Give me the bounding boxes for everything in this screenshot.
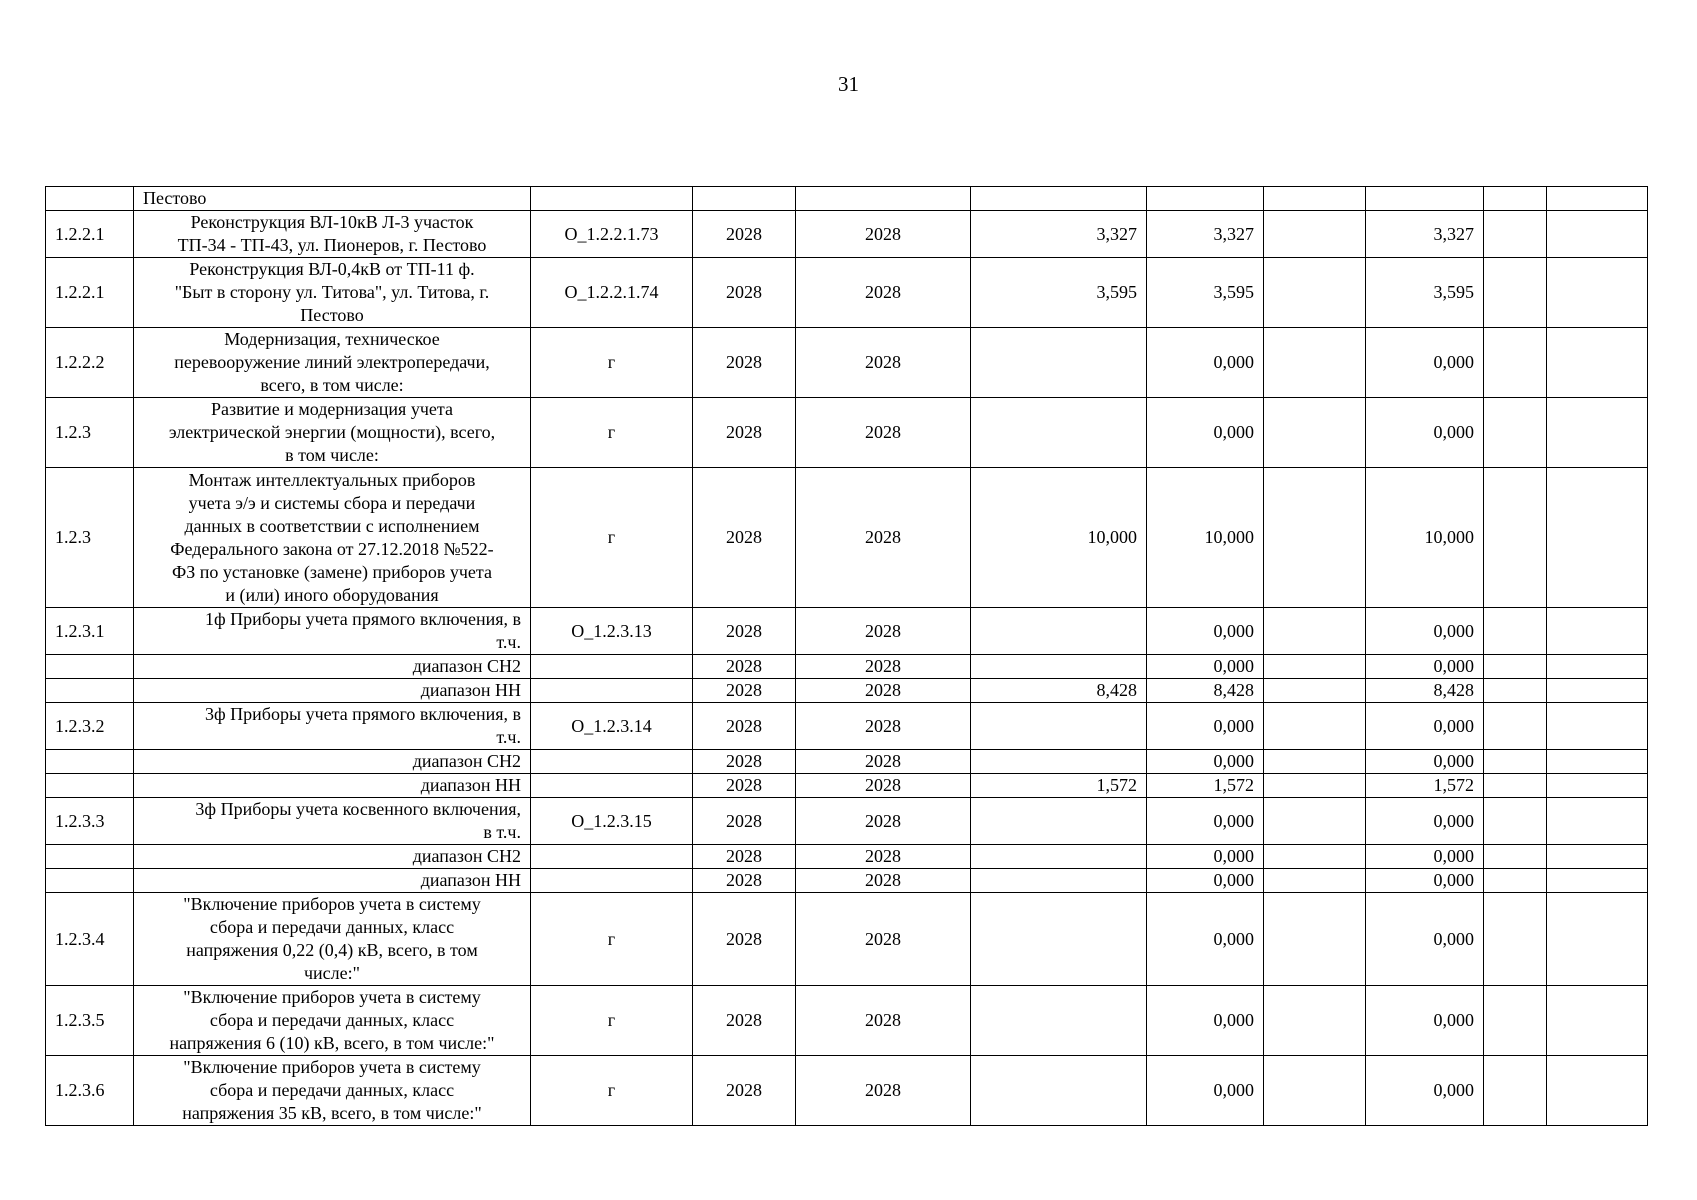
row-year-end: 2028 (796, 211, 971, 258)
row-year-end: 2028 (796, 750, 971, 774)
row-name-line: Модернизация, техническое (224, 329, 440, 349)
row-year-start: 2028 (693, 211, 796, 258)
row-name (134, 986, 531, 1056)
row-value-1 (971, 986, 1147, 1056)
row-name (134, 679, 531, 703)
row-number: 1.2.2.1 (46, 211, 134, 258)
row-value-5 (1484, 655, 1547, 679)
row-name (134, 468, 531, 608)
row-value-6 (1547, 258, 1648, 328)
row-name (134, 398, 531, 468)
row-year-end: 2028 (796, 845, 971, 869)
row-year-start (693, 187, 796, 211)
row-name-line: напряжения 35 кВ, всего, в том числе:" (182, 1103, 482, 1123)
row-year-start: 2028 (693, 655, 796, 679)
row-value-1 (971, 187, 1147, 211)
row-number (46, 845, 134, 869)
row-year-start: 2028 (693, 750, 796, 774)
row-value-2: 0,000 (1147, 1056, 1264, 1126)
row-value-1: 3,595 (971, 258, 1147, 328)
row-name-line: в том числе: (285, 445, 379, 465)
row-year-start: 2028 (693, 986, 796, 1056)
row-value-2: 8,428 (1147, 679, 1264, 703)
row-number: 1.2.2.2 (46, 328, 134, 398)
table-row (46, 468, 1648, 608)
row-name (134, 1056, 531, 1126)
row-name-line: "Включение приборов учета в систему (183, 1057, 481, 1077)
row-code: г (531, 986, 693, 1056)
row-name-line: числе:" (304, 963, 360, 983)
row-code: О_1.2.3.15 (531, 798, 693, 845)
row-year-end: 2028 (796, 258, 971, 328)
row-value-1 (971, 608, 1147, 655)
row-value-4: 0,000 (1366, 893, 1484, 986)
row-value-6 (1547, 845, 1648, 869)
row-name-line: 3ф Приборы учета косвенного включения, (195, 799, 521, 819)
row-name (134, 655, 531, 679)
row-value-2: 0,000 (1147, 986, 1264, 1056)
row-value-1 (971, 398, 1147, 468)
row-name-line: "Включение приборов учета в систему (183, 987, 481, 1007)
page-number: 31 (838, 72, 859, 96)
row-name-line: Пестово (300, 305, 364, 325)
row-value-5 (1484, 703, 1547, 750)
row-year-end: 2028 (796, 655, 971, 679)
row-name-line: т.ч. (496, 727, 521, 747)
row-year-end: 2028 (796, 798, 971, 845)
row-name-line: т.ч. (496, 632, 521, 652)
row-value-3 (1264, 774, 1366, 798)
row-year-start: 2028 (693, 798, 796, 845)
row-name (134, 187, 531, 211)
row-value-1 (971, 655, 1147, 679)
row-number: 1.2.3.2 (46, 703, 134, 750)
row-year-end: 2028 (796, 328, 971, 398)
row-code (531, 750, 693, 774)
row-value-2: 0,000 (1147, 845, 1264, 869)
row-value-5 (1484, 608, 1547, 655)
row-value-3 (1264, 845, 1366, 869)
row-year-start: 2028 (693, 258, 796, 328)
row-value-4: 8,428 (1366, 679, 1484, 703)
row-value-6 (1547, 328, 1648, 398)
row-name (134, 608, 531, 655)
row-value-6 (1547, 774, 1648, 798)
row-name-line: диапазон СН2 (412, 751, 521, 771)
row-value-5 (1484, 798, 1547, 845)
row-value-6 (1547, 798, 1648, 845)
row-year-end: 2028 (796, 608, 971, 655)
row-value-1 (971, 750, 1147, 774)
table-row (46, 187, 1648, 211)
row-value-1: 10,000 (971, 468, 1147, 608)
row-code: О_1.2.2.1.74 (531, 258, 693, 328)
row-value-5 (1484, 845, 1547, 869)
row-value-6 (1547, 398, 1648, 468)
row-number: 1.2.3.4 (46, 893, 134, 986)
row-value-3 (1264, 211, 1366, 258)
row-code (531, 679, 693, 703)
row-name-line: диапазон СН2 (412, 846, 521, 866)
row-number: 1.2.3.6 (46, 1056, 134, 1126)
row-name-line: Развитие и модернизация учета (211, 399, 453, 419)
row-value-6 (1547, 608, 1648, 655)
row-name-line: учета э/э и системы сбора и передачи (188, 492, 476, 513)
row-year-end: 2028 (796, 774, 971, 798)
row-value-2: 0,000 (1147, 608, 1264, 655)
row-name-line: диапазон СН2 (412, 656, 521, 676)
row-value-1: 3,327 (971, 211, 1147, 258)
row-value-5 (1484, 328, 1547, 398)
table-row (46, 655, 1648, 679)
row-code: г (531, 1056, 693, 1126)
row-name-line: сбора и передачи данных, класс (209, 917, 455, 937)
row-name (134, 328, 531, 398)
row-year-start: 2028 (693, 398, 796, 468)
row-name-line: ФЗ по установке (замене) приборов учета (172, 561, 492, 582)
row-year-start: 2028 (693, 869, 796, 893)
row-value-2: 0,000 (1147, 655, 1264, 679)
row-year-end: 2028 (796, 679, 971, 703)
row-value-1 (971, 845, 1147, 869)
row-name-line: "Быт в сторону ул. Титова", ул. Титова, г. (174, 282, 490, 302)
row-name-line: Реконструкция ВЛ-10кВ Л-3 участок (190, 212, 474, 232)
table-row (46, 211, 1648, 258)
row-value-3 (1264, 750, 1366, 774)
row-value-3 (1264, 869, 1366, 893)
row-code (531, 187, 693, 211)
row-name (134, 798, 531, 845)
row-value-3 (1264, 328, 1366, 398)
row-value-2 (1147, 187, 1264, 211)
table-row (46, 1056, 1648, 1126)
row-value-4: 1,572 (1366, 774, 1484, 798)
table-row (46, 774, 1648, 798)
row-value-4: 0,000 (1366, 986, 1484, 1056)
row-code: г (531, 328, 693, 398)
row-value-1 (971, 798, 1147, 845)
row-value-3 (1264, 703, 1366, 750)
row-value-2: 0,000 (1147, 750, 1264, 774)
row-year-end: 2028 (796, 703, 971, 750)
row-value-6 (1547, 1056, 1648, 1126)
row-code: г (531, 893, 693, 986)
row-value-1 (971, 893, 1147, 986)
row-number (46, 679, 134, 703)
table-row (46, 750, 1648, 774)
row-number: 1.2.3 (46, 398, 134, 468)
row-name-line: перевооружение линий электропередачи, (174, 352, 490, 372)
row-value-5 (1484, 986, 1547, 1056)
row-value-6 (1547, 986, 1648, 1056)
row-year-start: 2028 (693, 328, 796, 398)
row-value-4: 0,000 (1366, 869, 1484, 893)
row-name-line: в т.ч. (483, 822, 521, 842)
row-value-2: 10,000 (1147, 468, 1264, 608)
row-value-4: 3,327 (1366, 211, 1484, 258)
row-number: 1.2.2.1 (46, 258, 134, 328)
row-name (134, 211, 531, 258)
row-value-4: 10,000 (1366, 468, 1484, 608)
table-row (46, 679, 1648, 703)
row-value-6 (1547, 655, 1648, 679)
row-value-4: 3,595 (1366, 258, 1484, 328)
row-value-6 (1547, 703, 1648, 750)
row-value-6 (1547, 869, 1648, 893)
row-name-line: напряжения 0,22 (0,4) кВ, всего, в том (186, 940, 478, 960)
row-value-6 (1547, 750, 1648, 774)
table-row (46, 258, 1648, 328)
row-year-start: 2028 (693, 845, 796, 869)
row-number (46, 187, 134, 211)
row-value-3 (1264, 468, 1366, 608)
row-code (531, 845, 693, 869)
row-value-4: 0,000 (1366, 703, 1484, 750)
row-value-4: 0,000 (1366, 328, 1484, 398)
investment-table (45, 186, 1648, 1126)
row-value-4: 0,000 (1366, 608, 1484, 655)
row-value-5 (1484, 468, 1547, 608)
table-row (46, 398, 1648, 468)
row-number (46, 750, 134, 774)
row-value-3 (1264, 187, 1366, 211)
row-code: О_1.2.2.1.73 (531, 211, 693, 258)
row-year-start: 2028 (693, 703, 796, 750)
row-code (531, 869, 693, 893)
row-name-line: диапазон НН (420, 775, 521, 795)
row-name (134, 774, 531, 798)
row-name-line: диапазон НН (420, 870, 521, 890)
row-number (46, 655, 134, 679)
row-value-5 (1484, 774, 1547, 798)
row-code: О_1.2.3.13 (531, 608, 693, 655)
row-value-4: 0,000 (1366, 398, 1484, 468)
row-value-5 (1484, 398, 1547, 468)
row-value-6 (1547, 187, 1648, 211)
row-value-3 (1264, 398, 1366, 468)
row-value-1: 1,572 (971, 774, 1147, 798)
row-value-5 (1484, 1056, 1547, 1126)
row-year-start: 2028 (693, 679, 796, 703)
row-value-2: 1,572 (1147, 774, 1264, 798)
row-value-3 (1264, 986, 1366, 1056)
row-name-line: электрической энергии (мощности), всего, (168, 422, 496, 442)
row-number: 1.2.3.5 (46, 986, 134, 1056)
row-number: 1.2.3.1 (46, 608, 134, 655)
row-code: г (531, 468, 693, 608)
row-value-4: 0,000 (1366, 750, 1484, 774)
row-value-2: 3,327 (1147, 211, 1264, 258)
row-value-5 (1484, 187, 1547, 211)
row-value-3 (1264, 798, 1366, 845)
row-name-line: сбора и передачи данных, класс (209, 1010, 455, 1030)
row-value-3 (1264, 655, 1366, 679)
row-value-2: 0,000 (1147, 398, 1264, 468)
table-row (46, 893, 1648, 986)
row-year-end: 2028 (796, 986, 971, 1056)
row-value-2: 0,000 (1147, 869, 1264, 893)
row-value-1 (971, 328, 1147, 398)
row-value-1 (971, 703, 1147, 750)
row-value-2: 0,000 (1147, 703, 1264, 750)
row-name-line: сбора и передачи данных, класс (209, 1080, 455, 1100)
row-value-4: 0,000 (1366, 1056, 1484, 1126)
row-value-3 (1264, 679, 1366, 703)
row-code (531, 655, 693, 679)
row-name (134, 869, 531, 893)
row-name-line: и (или) иного оборудования (225, 584, 439, 605)
row-value-1 (971, 1056, 1147, 1126)
row-value-6 (1547, 679, 1648, 703)
row-year-start: 2028 (693, 608, 796, 655)
row-value-3 (1264, 608, 1366, 655)
row-year-start: 2028 (693, 893, 796, 986)
row-number: 1.2.3.3 (46, 798, 134, 845)
table-row (46, 328, 1648, 398)
row-number: 1.2.3 (46, 468, 134, 608)
table-row (46, 986, 1648, 1056)
row-year-end: 2028 (796, 398, 971, 468)
row-value-6 (1547, 211, 1648, 258)
table-row (46, 608, 1648, 655)
row-year-end (796, 187, 971, 211)
row-value-1: 8,428 (971, 679, 1147, 703)
row-value-3 (1264, 258, 1366, 328)
table-row (46, 798, 1648, 845)
row-number (46, 869, 134, 893)
table-row (46, 869, 1648, 893)
row-value-5 (1484, 258, 1547, 328)
row-name-line: диапазон НН (420, 680, 521, 700)
row-value-2: 3,595 (1147, 258, 1264, 328)
row-name-line: данных в соответствии с исполнением (184, 515, 480, 536)
row-name-line: 1ф Приборы учета прямого включения, в (205, 609, 521, 629)
row-value-2: 0,000 (1147, 893, 1264, 986)
row-value-4: 0,000 (1366, 655, 1484, 679)
row-year-start: 2028 (693, 1056, 796, 1126)
row-year-end: 2028 (796, 869, 971, 893)
row-name-line: ТП-34 - ТП-43, ул. Пионеров, г. Пестово (177, 235, 487, 255)
row-name-line: напряжения 6 (10) кВ, всего, в том числе:" (169, 1033, 495, 1053)
row-name-line: "Включение приборов учета в систему (183, 894, 481, 914)
row-year-end: 2028 (796, 893, 971, 986)
row-name-line: 3ф Приборы учета прямого включения, в (205, 704, 521, 724)
row-value-6 (1547, 468, 1648, 608)
row-code: г (531, 398, 693, 468)
row-name-line: Реконструкция ВЛ-0,4кВ от ТП-11 ф. (189, 259, 475, 279)
row-value-5 (1484, 750, 1547, 774)
row-name (134, 258, 531, 328)
row-code: О_1.2.3.14 (531, 703, 693, 750)
table-row (46, 703, 1648, 750)
row-name-line: Монтаж интеллектуальных приборов (188, 469, 476, 490)
row-name-line: всего, в том числе: (260, 375, 404, 395)
row-name-line: Федерального закона от 27.12.2018 №522- (170, 538, 494, 559)
row-number (46, 774, 134, 798)
row-value-5 (1484, 211, 1547, 258)
row-value-5 (1484, 679, 1547, 703)
row-year-start: 2028 (693, 774, 796, 798)
row-value-4 (1366, 187, 1484, 211)
row-name (134, 893, 531, 986)
row-value-3 (1264, 893, 1366, 986)
table-body (46, 187, 1648, 1126)
row-value-1 (971, 869, 1147, 893)
row-year-end: 2028 (796, 1056, 971, 1126)
row-value-4: 0,000 (1366, 845, 1484, 869)
row-value-6 (1547, 893, 1648, 986)
row-name-line: Пестово (143, 188, 207, 208)
row-year-end: 2028 (796, 468, 971, 608)
row-value-2: 0,000 (1147, 798, 1264, 845)
row-value-4: 0,000 (1366, 798, 1484, 845)
row-code (531, 774, 693, 798)
row-name (134, 845, 531, 869)
row-name (134, 750, 531, 774)
row-year-start: 2028 (693, 468, 796, 608)
row-value-3 (1264, 1056, 1366, 1126)
row-value-2: 0,000 (1147, 328, 1264, 398)
row-value-5 (1484, 869, 1547, 893)
table-row (46, 845, 1648, 869)
row-name (134, 703, 531, 750)
row-value-5 (1484, 893, 1547, 986)
